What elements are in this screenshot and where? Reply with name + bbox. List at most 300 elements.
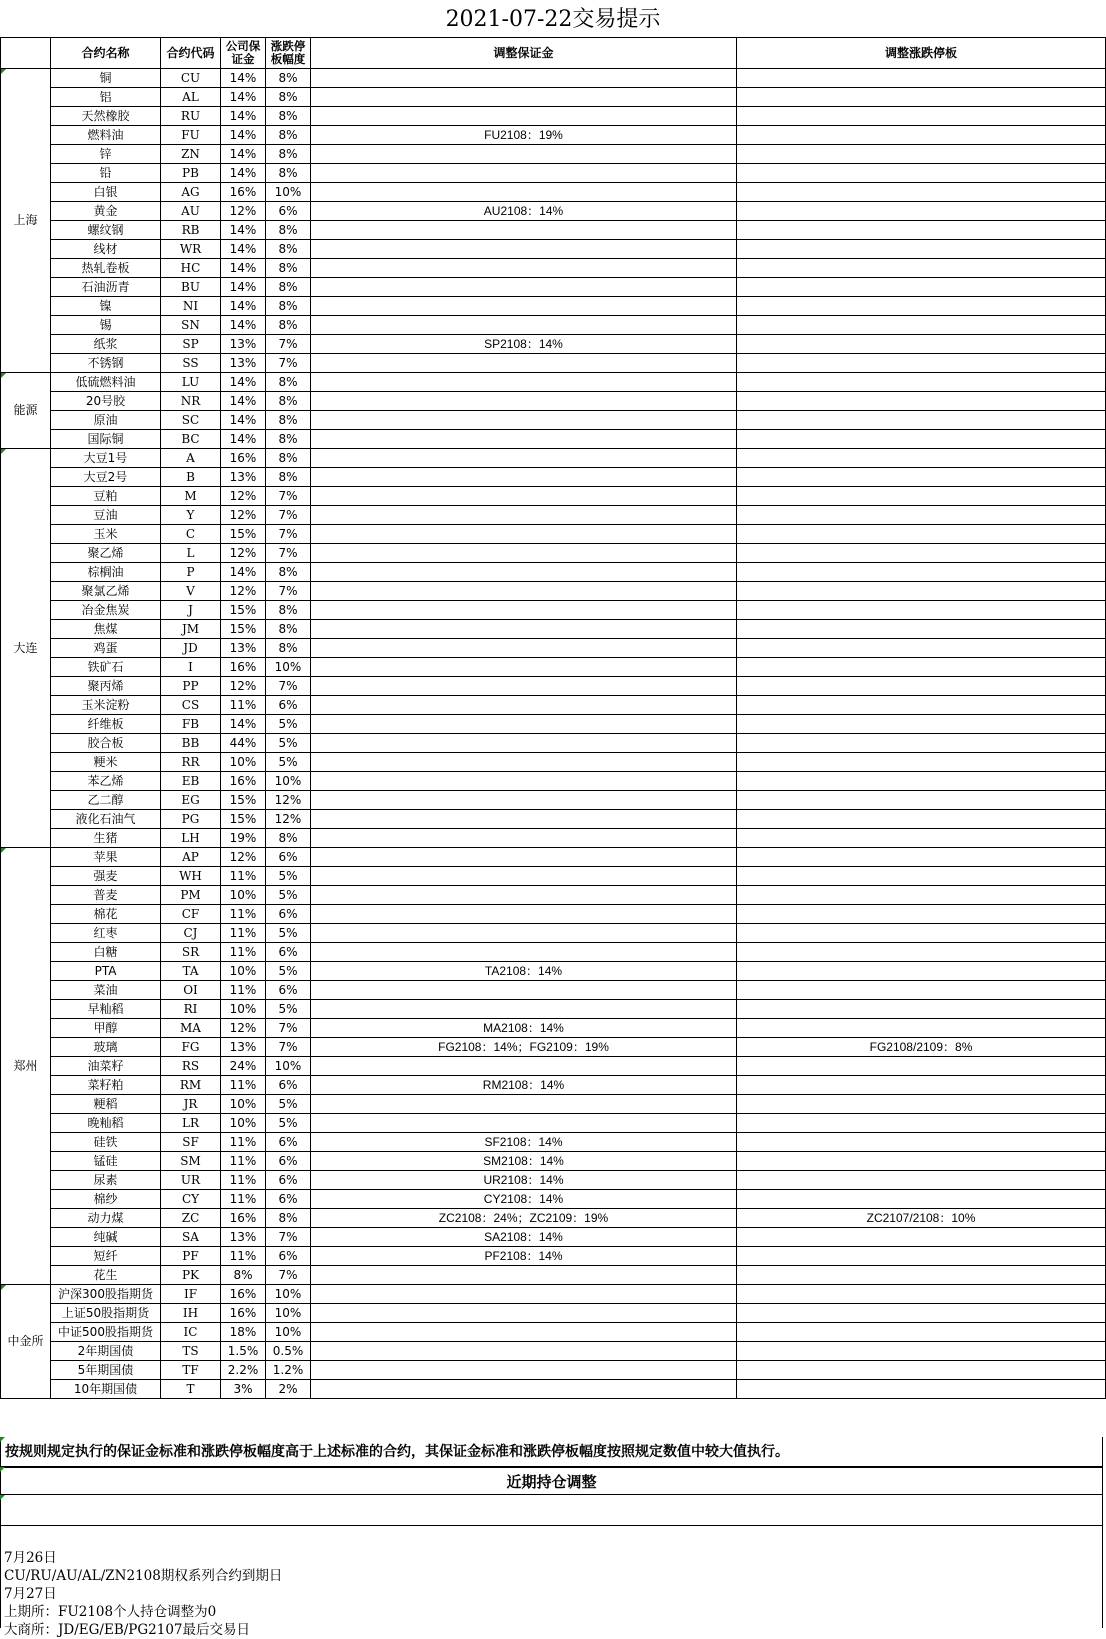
limit-value: 5% <box>266 867 311 886</box>
margin-value: 15% <box>221 525 266 544</box>
recent-adjust-title: 近期持仓调整 <box>0 1467 1103 1495</box>
limit-value: 6% <box>266 696 311 715</box>
margin-value: 10% <box>221 1114 266 1133</box>
contract-name: 油菜籽 <box>51 1057 161 1076</box>
adjust-limit <box>737 563 1106 582</box>
limit-value: 8% <box>266 240 311 259</box>
table-row <box>1 601 1106 620</box>
adjust-limit <box>737 335 1106 354</box>
margin-value: 12% <box>221 544 266 563</box>
table-row <box>1 468 1106 487</box>
adjust-limit <box>737 658 1106 677</box>
contract-name: 原油 <box>51 411 161 430</box>
contract-name: 强麦 <box>51 867 161 886</box>
contract-name: 苯乙烯 <box>51 772 161 791</box>
table-row <box>1 126 1106 145</box>
margin-value: 14% <box>221 316 266 335</box>
limit-value: 8% <box>266 639 311 658</box>
contract-name: 普麦 <box>51 886 161 905</box>
table-row <box>1 297 1106 316</box>
contract-name: 国际铜 <box>51 430 161 449</box>
margin-value: 14% <box>221 88 266 107</box>
recent-line: CU/RU/AU/AL/ZN2108期权系列合约到期日 <box>4 1568 283 1584</box>
margin-value: 10% <box>221 962 266 981</box>
adjust-margin: FG2108：14%；FG2109：19% <box>311 1038 737 1057</box>
cell-marker-icon <box>0 1437 5 1442</box>
contract-code: V <box>161 582 221 601</box>
contract-code: TA <box>161 962 221 981</box>
margin-value: 14% <box>221 297 266 316</box>
limit-value: 6% <box>266 981 311 1000</box>
adjust-margin <box>311 1380 737 1399</box>
adjust-margin: CY2108：14% <box>311 1190 737 1209</box>
contract-code: CJ <box>161 924 221 943</box>
recent-line: 大商所：JD/EG/EB/PG2107最后交易日 <box>4 1622 251 1638</box>
adjust-limit <box>737 677 1106 696</box>
contract-name: 锡 <box>51 316 161 335</box>
adjust-margin <box>311 88 737 107</box>
margin-value: 19% <box>221 829 266 848</box>
adjust-margin <box>311 449 737 468</box>
margin-value: 16% <box>221 1285 266 1304</box>
contract-code: SA <box>161 1228 221 1247</box>
table-row <box>1 981 1106 1000</box>
margin-value: 14% <box>221 240 266 259</box>
margin-value: 13% <box>221 354 266 373</box>
contract-code: A <box>161 449 221 468</box>
margin-value: 11% <box>221 1247 266 1266</box>
limit-value: 8% <box>266 1209 311 1228</box>
contract-code: EG <box>161 791 221 810</box>
header-adjust-limit: 调整涨跌停板 <box>737 38 1106 69</box>
exchange-label: 郑州 <box>1 848 51 1285</box>
contract-code: FU <box>161 126 221 145</box>
contract-code: TS <box>161 1342 221 1361</box>
adjust-limit <box>737 164 1106 183</box>
adjust-margin: ZC2108：24%；ZC2109：19% <box>311 1209 737 1228</box>
adjust-margin <box>311 240 737 259</box>
adjust-margin <box>311 107 737 126</box>
table-row <box>1 183 1106 202</box>
limit-value: 8% <box>266 468 311 487</box>
adjust-margin: SF2108：14% <box>311 1133 737 1152</box>
margin-value: 16% <box>221 183 266 202</box>
contract-name: 苹果 <box>51 848 161 867</box>
contract-code: RB <box>161 221 221 240</box>
adjust-limit <box>737 1152 1106 1171</box>
table-row <box>1 810 1106 829</box>
contract-code: PK <box>161 1266 221 1285</box>
contract-name: 甲醇 <box>51 1019 161 1038</box>
margin-value: 10% <box>221 1000 266 1019</box>
table-body <box>1 69 1106 1399</box>
table-row <box>1 449 1106 468</box>
margin-value: 14% <box>221 411 266 430</box>
adjust-limit <box>737 1095 1106 1114</box>
contract-code: MA <box>161 1019 221 1038</box>
contract-code: L <box>161 544 221 563</box>
adjust-margin <box>311 848 737 867</box>
limit-value: 7% <box>266 582 311 601</box>
header-adjust-margin: 调整保证金 <box>311 38 737 69</box>
limit-value: 2% <box>266 1380 311 1399</box>
limit-value: 10% <box>266 772 311 791</box>
adjust-limit: FG2108/2109：8% <box>737 1038 1106 1057</box>
margin-value: 16% <box>221 658 266 677</box>
margin-value: 10% <box>221 1095 266 1114</box>
adjust-limit <box>737 430 1106 449</box>
adjust-limit <box>737 1114 1106 1133</box>
contract-code: AU <box>161 202 221 221</box>
table-row <box>1 886 1106 905</box>
margin-value: 13% <box>221 639 266 658</box>
adjust-limit <box>737 867 1106 886</box>
margin-value: 12% <box>221 582 266 601</box>
contract-code: JM <box>161 620 221 639</box>
adjust-limit <box>737 962 1106 981</box>
limit-value: 10% <box>266 658 311 677</box>
margin-value: 15% <box>221 810 266 829</box>
exchange-label: 大连 <box>1 449 51 848</box>
contract-name: 天然橡胶 <box>51 107 161 126</box>
contract-name: 沪深300股指期货 <box>51 1285 161 1304</box>
adjust-limit <box>737 240 1106 259</box>
contract-name: 液化石油气 <box>51 810 161 829</box>
table-row <box>1 1209 1106 1228</box>
contract-name: 铝 <box>51 88 161 107</box>
contract-name: 聚丙烯 <box>51 677 161 696</box>
adjust-margin <box>311 278 737 297</box>
margin-value: 14% <box>221 278 266 297</box>
adjust-margin <box>311 506 737 525</box>
contract-code: PB <box>161 164 221 183</box>
margin-value: 15% <box>221 791 266 810</box>
limit-value: 10% <box>266 1323 311 1342</box>
adjust-margin <box>311 620 737 639</box>
limit-value: 12% <box>266 791 311 810</box>
limit-value: 10% <box>266 1304 311 1323</box>
margin-value: 11% <box>221 905 266 924</box>
contract-name: 玉米 <box>51 525 161 544</box>
adjust-margin <box>311 525 737 544</box>
margin-value: 13% <box>221 1038 266 1057</box>
recent-line: 7月27日 <box>4 1586 57 1602</box>
contract-name: 纸浆 <box>51 335 161 354</box>
recent-adjust-spacer <box>1 1495 1102 1526</box>
table-row <box>1 563 1106 582</box>
contract-code: CS <box>161 696 221 715</box>
table-row <box>1 1361 1106 1380</box>
table-row <box>1 202 1106 221</box>
contract-name: 燃料油 <box>51 126 161 145</box>
adjust-margin <box>311 259 737 278</box>
exchange-label: 中金所 <box>1 1285 51 1399</box>
margin-value: 14% <box>221 107 266 126</box>
table-row <box>1 1152 1106 1171</box>
adjust-limit <box>737 943 1106 962</box>
limit-value: 5% <box>266 753 311 772</box>
adjust-limit <box>737 696 1106 715</box>
table-row <box>1 924 1106 943</box>
margin-value: 8% <box>221 1266 266 1285</box>
trading-table <box>0 37 1106 1399</box>
adjust-margin <box>311 563 737 582</box>
table-row <box>1 335 1106 354</box>
contract-code: SM <box>161 1152 221 1171</box>
adjust-margin <box>311 1095 737 1114</box>
adjust-margin: TA2108：14% <box>311 962 737 981</box>
adjust-margin <box>311 297 737 316</box>
contract-code: IC <box>161 1323 221 1342</box>
contract-name: 螺纹钢 <box>51 221 161 240</box>
limit-value: 7% <box>266 1038 311 1057</box>
margin-value: 14% <box>221 373 266 392</box>
table-row <box>1 164 1106 183</box>
adjust-margin: SA2108：14% <box>311 1228 737 1247</box>
contract-name: 玉米淀粉 <box>51 696 161 715</box>
limit-value: 8% <box>266 145 311 164</box>
contract-code: C <box>161 525 221 544</box>
adjust-limit <box>737 525 1106 544</box>
contract-name: 棉花 <box>51 905 161 924</box>
contract-code: SC <box>161 411 221 430</box>
adjust-limit <box>737 1247 1106 1266</box>
adjust-limit <box>737 316 1106 335</box>
adjust-limit <box>737 278 1106 297</box>
margin-value: 24% <box>221 1057 266 1076</box>
contract-code: RR <box>161 753 221 772</box>
limit-value: 12% <box>266 810 311 829</box>
contract-code: SN <box>161 316 221 335</box>
table-row <box>1 1190 1106 1209</box>
margin-value: 15% <box>221 601 266 620</box>
contract-code: RI <box>161 1000 221 1019</box>
adjust-margin <box>311 487 737 506</box>
margin-value: 16% <box>221 449 266 468</box>
margin-value: 11% <box>221 867 266 886</box>
contract-code: NI <box>161 297 221 316</box>
contract-name: 上证50股指期货 <box>51 1304 161 1323</box>
contract-name: 鸡蛋 <box>51 639 161 658</box>
adjust-margin <box>311 924 737 943</box>
limit-value: 10% <box>266 183 311 202</box>
margin-value: 11% <box>221 1076 266 1095</box>
adjust-margin <box>311 69 737 88</box>
limit-value: 8% <box>266 316 311 335</box>
contract-code: PM <box>161 886 221 905</box>
limit-value: 5% <box>266 734 311 753</box>
contract-code: P <box>161 563 221 582</box>
contract-code: WR <box>161 240 221 259</box>
adjust-margin <box>311 582 737 601</box>
limit-value: 5% <box>266 886 311 905</box>
margin-value: 14% <box>221 430 266 449</box>
margin-value: 44% <box>221 734 266 753</box>
contract-code: IH <box>161 1304 221 1323</box>
adjust-margin <box>311 316 737 335</box>
limit-value: 6% <box>266 1190 311 1209</box>
limit-value: 7% <box>266 335 311 354</box>
margin-value: 14% <box>221 563 266 582</box>
limit-value: 8% <box>266 829 311 848</box>
adjust-margin <box>311 1000 737 1019</box>
table-row <box>1 544 1106 563</box>
table-row <box>1 715 1106 734</box>
table-row <box>1 1228 1106 1247</box>
contract-name: 白银 <box>51 183 161 202</box>
margin-value: 14% <box>221 259 266 278</box>
adjust-limit <box>737 221 1106 240</box>
contract-code: CU <box>161 69 221 88</box>
contract-name: 大豆1号 <box>51 449 161 468</box>
limit-value: 5% <box>266 1095 311 1114</box>
contract-name: 粳米 <box>51 753 161 772</box>
limit-value: 7% <box>266 506 311 525</box>
limit-value: 0.5% <box>266 1342 311 1361</box>
adjust-margin <box>311 601 737 620</box>
limit-value: 6% <box>266 848 311 867</box>
limit-value: 8% <box>266 297 311 316</box>
limit-value: 7% <box>266 677 311 696</box>
adjust-margin: MA2108：14% <box>311 1019 737 1038</box>
contract-name: 中证500股指期货 <box>51 1323 161 1342</box>
adjust-margin <box>311 829 737 848</box>
contract-code: SF <box>161 1133 221 1152</box>
limit-value: 7% <box>266 525 311 544</box>
limit-value: 8% <box>266 430 311 449</box>
adjust-limit <box>737 1076 1106 1095</box>
contract-name: 2年期国债 <box>51 1342 161 1361</box>
header-exchange <box>1 38 51 69</box>
adjust-margin <box>311 791 737 810</box>
margin-value: 11% <box>221 696 266 715</box>
margin-value: 14% <box>221 145 266 164</box>
adjust-margin <box>311 392 737 411</box>
exchange-label: 能源 <box>1 373 51 449</box>
table-row <box>1 1095 1106 1114</box>
margin-value: 11% <box>221 924 266 943</box>
adjust-margin <box>311 734 737 753</box>
margin-value: 11% <box>221 943 266 962</box>
table-row <box>1 1133 1106 1152</box>
adjust-limit <box>737 1285 1106 1304</box>
margin-value: 11% <box>221 1152 266 1171</box>
contract-name: 豆油 <box>51 506 161 525</box>
table-row <box>1 696 1106 715</box>
margin-value: 16% <box>221 1209 266 1228</box>
margin-value: 1.5% <box>221 1342 266 1361</box>
adjust-margin <box>311 411 737 430</box>
adjust-margin <box>311 1114 737 1133</box>
table-row <box>1 1114 1106 1133</box>
table-row <box>1 487 1106 506</box>
limit-value: 7% <box>266 354 311 373</box>
adjust-limit <box>737 582 1106 601</box>
recent-adjust-panel <box>0 1495 1103 1638</box>
limit-value: 6% <box>266 1133 311 1152</box>
contract-name: 菜油 <box>51 981 161 1000</box>
contract-name: 锌 <box>51 145 161 164</box>
contract-code: J <box>161 601 221 620</box>
adjust-margin <box>311 354 737 373</box>
table-row <box>1 506 1106 525</box>
adjust-margin <box>311 430 737 449</box>
adjust-limit <box>737 1323 1106 1342</box>
margin-value: 14% <box>221 221 266 240</box>
limit-value: 5% <box>266 715 311 734</box>
limit-value: 7% <box>266 1266 311 1285</box>
adjust-limit <box>737 107 1106 126</box>
table-row <box>1 1285 1106 1304</box>
contract-code: TF <box>161 1361 221 1380</box>
contract-code: M <box>161 487 221 506</box>
margin-value: 14% <box>221 392 266 411</box>
limit-value: 10% <box>266 1057 311 1076</box>
adjust-margin <box>311 1057 737 1076</box>
contract-name: 冶金焦炭 <box>51 601 161 620</box>
contract-code: WH <box>161 867 221 886</box>
adjust-margin: FU2108：19% <box>311 126 737 145</box>
table-row <box>1 848 1106 867</box>
contract-code: BB <box>161 734 221 753</box>
limit-value: 6% <box>266 1076 311 1095</box>
margin-value: 16% <box>221 772 266 791</box>
contract-name: 10年期国债 <box>51 1380 161 1399</box>
adjust-limit <box>737 734 1106 753</box>
adjust-margin <box>311 145 737 164</box>
contract-name: 铁矿石 <box>51 658 161 677</box>
contract-name: PTA <box>51 962 161 981</box>
contract-name: 纯碱 <box>51 1228 161 1247</box>
contract-code: SS <box>161 354 221 373</box>
table-row <box>1 1038 1106 1057</box>
contract-code: AP <box>161 848 221 867</box>
header-name: 合约名称 <box>51 38 161 69</box>
adjust-limit <box>737 924 1106 943</box>
adjust-limit <box>737 411 1106 430</box>
recent-line: 7月26日 <box>4 1550 57 1566</box>
limit-value: 8% <box>266 563 311 582</box>
margin-value: 14% <box>221 126 266 145</box>
contract-name: 早籼稻 <box>51 1000 161 1019</box>
adjust-margin <box>311 639 737 658</box>
adjust-limit <box>737 1171 1106 1190</box>
contract-name: 晚籼稻 <box>51 1114 161 1133</box>
adjust-margin <box>311 468 737 487</box>
contract-name: 焦煤 <box>51 620 161 639</box>
header-code: 合约代码 <box>161 38 221 69</box>
margin-value: 2.2% <box>221 1361 266 1380</box>
table-row <box>1 962 1106 981</box>
adjust-margin <box>311 544 737 563</box>
adjust-margin <box>311 221 737 240</box>
table-row <box>1 1266 1106 1285</box>
contract-code: RU <box>161 107 221 126</box>
margin-value: 13% <box>221 335 266 354</box>
adjust-limit <box>737 126 1106 145</box>
table-row <box>1 1380 1106 1399</box>
contract-name: 尿素 <box>51 1171 161 1190</box>
margin-value: 12% <box>221 202 266 221</box>
adjust-margin <box>311 886 737 905</box>
contract-name: 豆粕 <box>51 487 161 506</box>
table-row <box>1 88 1106 107</box>
adjust-limit <box>737 297 1106 316</box>
margin-value: 12% <box>221 487 266 506</box>
margin-value: 14% <box>221 164 266 183</box>
adjust-limit <box>737 449 1106 468</box>
margin-value: 14% <box>221 715 266 734</box>
